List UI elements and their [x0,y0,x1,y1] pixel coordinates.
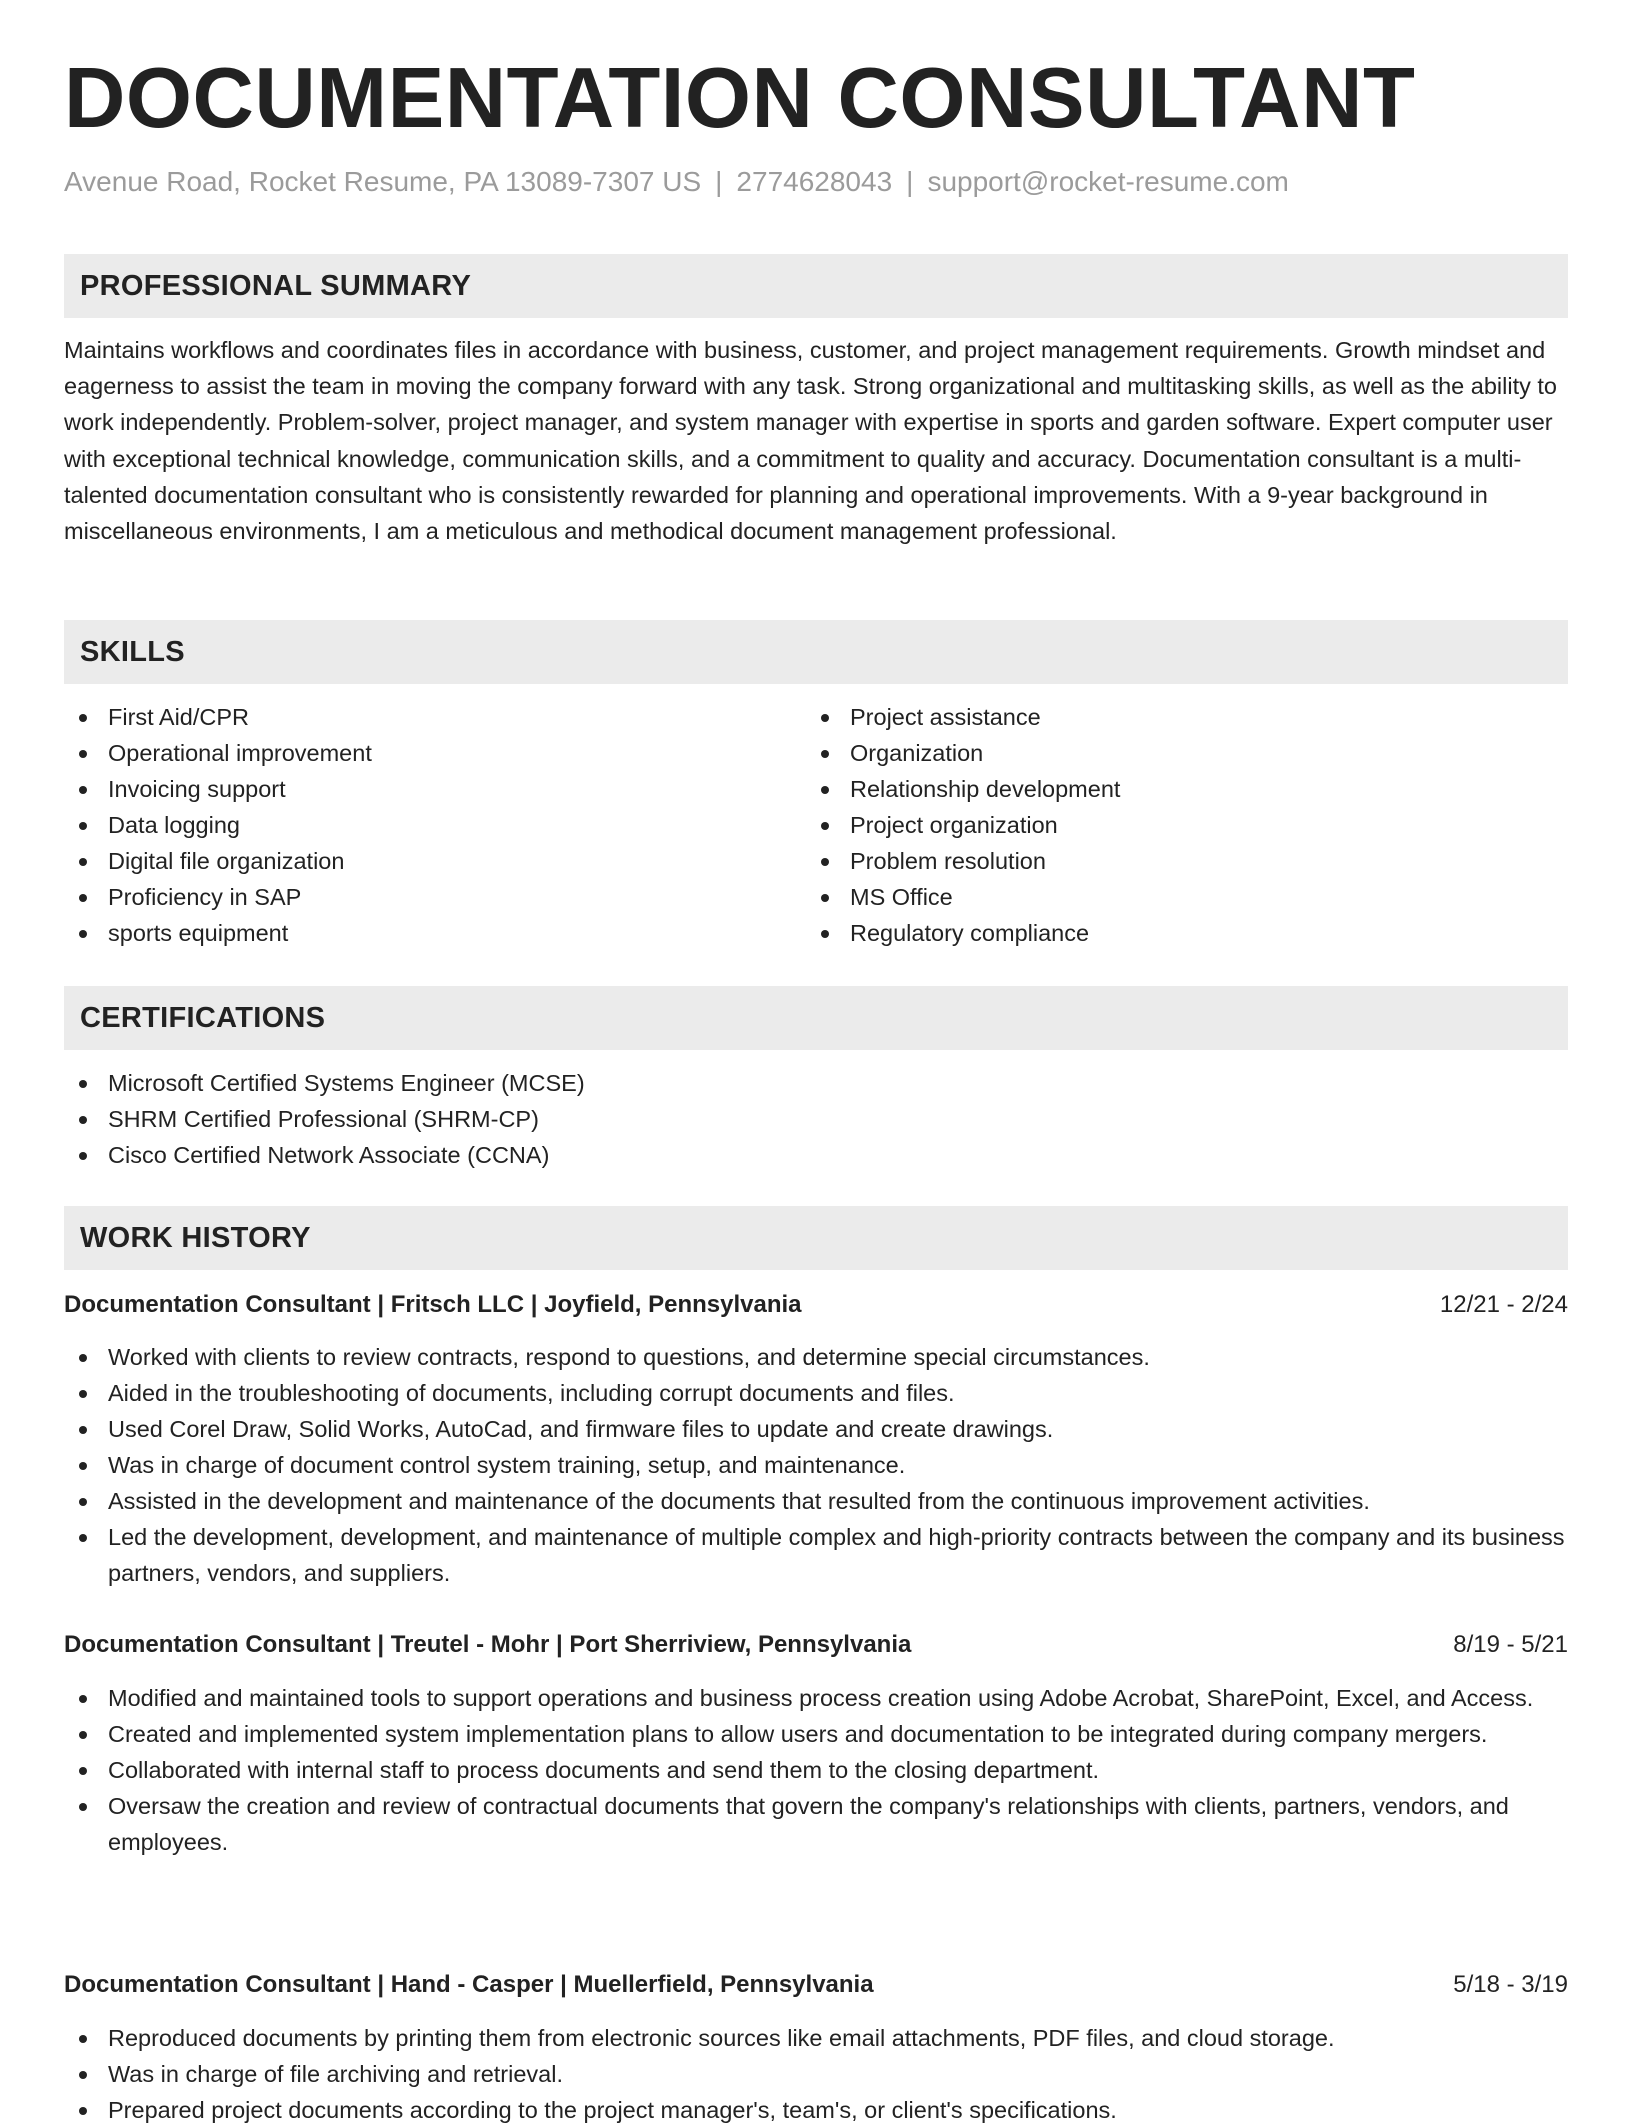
certifications-heading: CERTIFICATIONS [64,986,1568,1050]
contact-email: support@rocket-resume.com [927,166,1289,197]
job-title: Documentation Consultant | Fritsch LLC | Joyfield, Pennsylvania [64,1291,802,1318]
skills-list-right [806,699,1546,951]
skill-item: Project assistance [806,699,1546,735]
skill-item: Project organization [806,807,1546,843]
job-bullet: Was in charge of document control system training, setup, and maintenance. [64,1447,1568,1483]
job-bullet: Created and implemented system implementation plans to allow users and documentation to be integrated during company mergers. [64,1716,1568,1752]
skills-heading: SKILLS [64,620,1568,684]
summary-heading: PROFESSIONAL SUMMARY [64,254,1568,318]
skill-item: sports equipment [64,915,804,951]
certifications-list [64,1065,1568,1173]
job-bullets [64,1680,1568,1860]
certification-item: Microsoft Certified Systems Engineer (MCSE) [64,1065,1568,1101]
contact-separator: | [906,166,914,197]
job-title: Documentation Consultant | Treutel - Mohr | Port Sherriview, Pennsylvania [64,1631,912,1658]
skills-list-left [64,699,804,951]
job-bullet: Collaborated with internal staff to process documents and send them to the closing department. [64,1752,1568,1788]
job-header [64,1967,1568,2003]
job-bullet: Led the development, development, and maintenance of multiple complex and high-priority contracts between the company and its business partners, vendors, and suppliers. [64,1519,1568,1591]
job-bullet: Modified and maintained tools to support operations and business process creation using Adobe Acrobat, SharePoint, Excel, and Access. [64,1680,1568,1716]
job-bullet: Worked with clients to review contracts, respond to questions, and determine special circumstances. [64,1339,1568,1375]
skill-item: MS Office [806,879,1546,915]
work-history-heading: WORK HISTORY [64,1206,1568,1270]
skill-item: Invoicing support [64,771,804,807]
job-bullet: Assisted in the development and maintenance of the documents that resulted from the continuous improvement activities. [64,1483,1568,1519]
job-header [64,1287,1568,1323]
certification-item: SHRM Certified Professional (SHRM-CP) [64,1101,1568,1137]
skill-item: Problem resolution [806,843,1546,879]
summary-text: Maintains workflows and coordinates files in accordance with business, customer, and project management requirements. Growth mindset and eagerness to assist the team in moving the company forward with any task. Strong organizational and multitasking skills, as well as the ability to work independently. Problem-solver, project manager, and system manager with expertise in sports and garden software. Expert computer user with exceptional technical knowledge, communication skills, and a commitment to quality and accuracy. Documentation consultant is a multi-talented documentation consultant who is consistently rewarded for planning and operational improvements. With a 9-year background in miscellaneous environments, I am a meticulous and methodical document management professional. [64,337,1557,545]
job-dates: 12/21 - 2/24 [1439,1291,1568,1318]
contact-phone: 2774628043 [736,166,893,197]
job-bullet: Oversaw the creation and review of contractual documents that govern the company's relationships with clients, partners, vendors, and employees. [64,1788,1568,1860]
job-bullet: Was in charge of file archiving and retrieval. [64,2056,1568,2092]
contact-separator: | [715,166,723,197]
skill-item: Data logging [64,807,804,843]
job-header [64,1627,1568,1663]
skill-item: First Aid/CPR [64,699,804,735]
contact-address: Avenue Road, Rocket Resume, PA 13089-7307 US [64,166,702,197]
skill-item: Organization [806,735,1546,771]
skill-item: Relationship development [806,771,1546,807]
skill-item: Proficiency in SAP [64,879,804,915]
job-dates: 5/18 - 3/19 [1453,1971,1568,1998]
job-bullets [64,1339,1568,1591]
certification-item: Cisco Certified Network Associate (CCNA) [64,1137,1568,1173]
skill-item: Operational improvement [64,735,804,771]
job-bullet: Prepared project documents according to the project manager's, team's, or client's specifications. [64,2092,1568,2128]
job-bullet: Aided in the troubleshooting of documents, including corrupt documents and files. [64,1375,1568,1411]
skill-item: Digital file organization [64,843,804,879]
job-bullet: Used Corel Draw, Solid Works, AutoCad, and firmware files to update and create drawings. [64,1411,1568,1447]
job-dates: 8/19 - 5/21 [1453,1631,1568,1658]
job-title: Documentation Consultant | Hand - Casper | Muellerfield, Pennsylvania [64,1971,874,1998]
candidate-name: DOCUMENTATION CONSULTANT [64,51,1416,146]
skill-item: Regulatory compliance [806,915,1546,951]
contact-line [64,166,1289,198]
job-bullet: Reproduced documents by printing them from electronic sources like email attachments, PDF files, and cloud storage. [64,2020,1568,2056]
